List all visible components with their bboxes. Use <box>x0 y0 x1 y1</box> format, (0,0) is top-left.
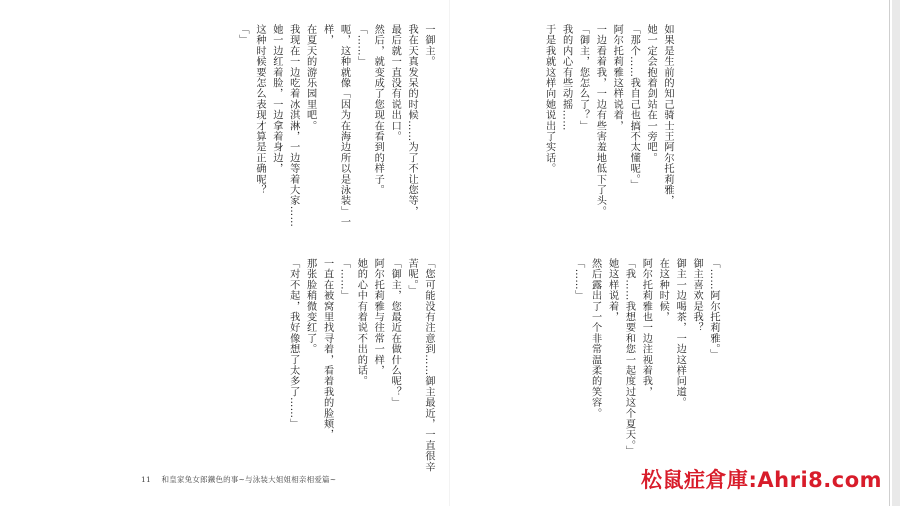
page-number: 11 <box>141 475 151 484</box>
right-top-text-block: 如果是生前的知己骑士王阿尔托莉雅， 她一定会抱着剑站在一旁吧。 「那个……我自己也搞不太懂呢。」 阿尔托莉雅这样说着， 一边看着我，一边有些害羞地低下了头。 「御主，您怎么了？」 我的内心有些动摇…… 于是我就这样向她说出了实话。 <box>543 24 673 217</box>
running-title: 和皇家兔女郎鐵色的事~与泳装大姐姐相亲相爱篇~ <box>161 475 337 484</box>
left-top-text-block: 一御主。 我在天真发呆的时候……为了不让您等， 最后就一直没有说出口。 然后，就变成了您现在看到的样子。 「……」 呃，这种就像「因为在海边所以是泳装」一样， 在夏天的游乐园里吧。 我现在一边吃着冰淇淋，一边等着大家…… 她一边红着脸，一边拿着身边， 这种时候要怎么表现才算是正确呢？ 「」 <box>237 24 434 228</box>
page-footer <box>141 474 336 485</box>
page-edge-line <box>889 0 890 506</box>
site-watermark: 松鼠症倉庫:Ahri8.com <box>641 468 883 492</box>
right-bottom-text-block: 「……阿尔托莉雅。」 御主喜欢是我？ 御主一边喝茶，一边这样问道。 在这种时候， 阿尔托莉雅也一边注视着我， 「我……我想要和您一起度过这个夏天。」 她这样说着， 然后露出了一个非常温柔的笑容。 「……」 <box>572 258 719 457</box>
left-bottom-text-block: 「您可能没有注意到……御主最近，一直很辛苦呢。」 「御主，您最近在做什么呢？」 阿尔托莉雅与往常一样， 她的心中有着说不出的话。 「……」 一直在被窝里找寻着，看着我的脸颊， 那张脸稍微变红了。 「对不起，我好像想了太多了……」 <box>287 258 434 472</box>
page-edge <box>892 0 900 506</box>
